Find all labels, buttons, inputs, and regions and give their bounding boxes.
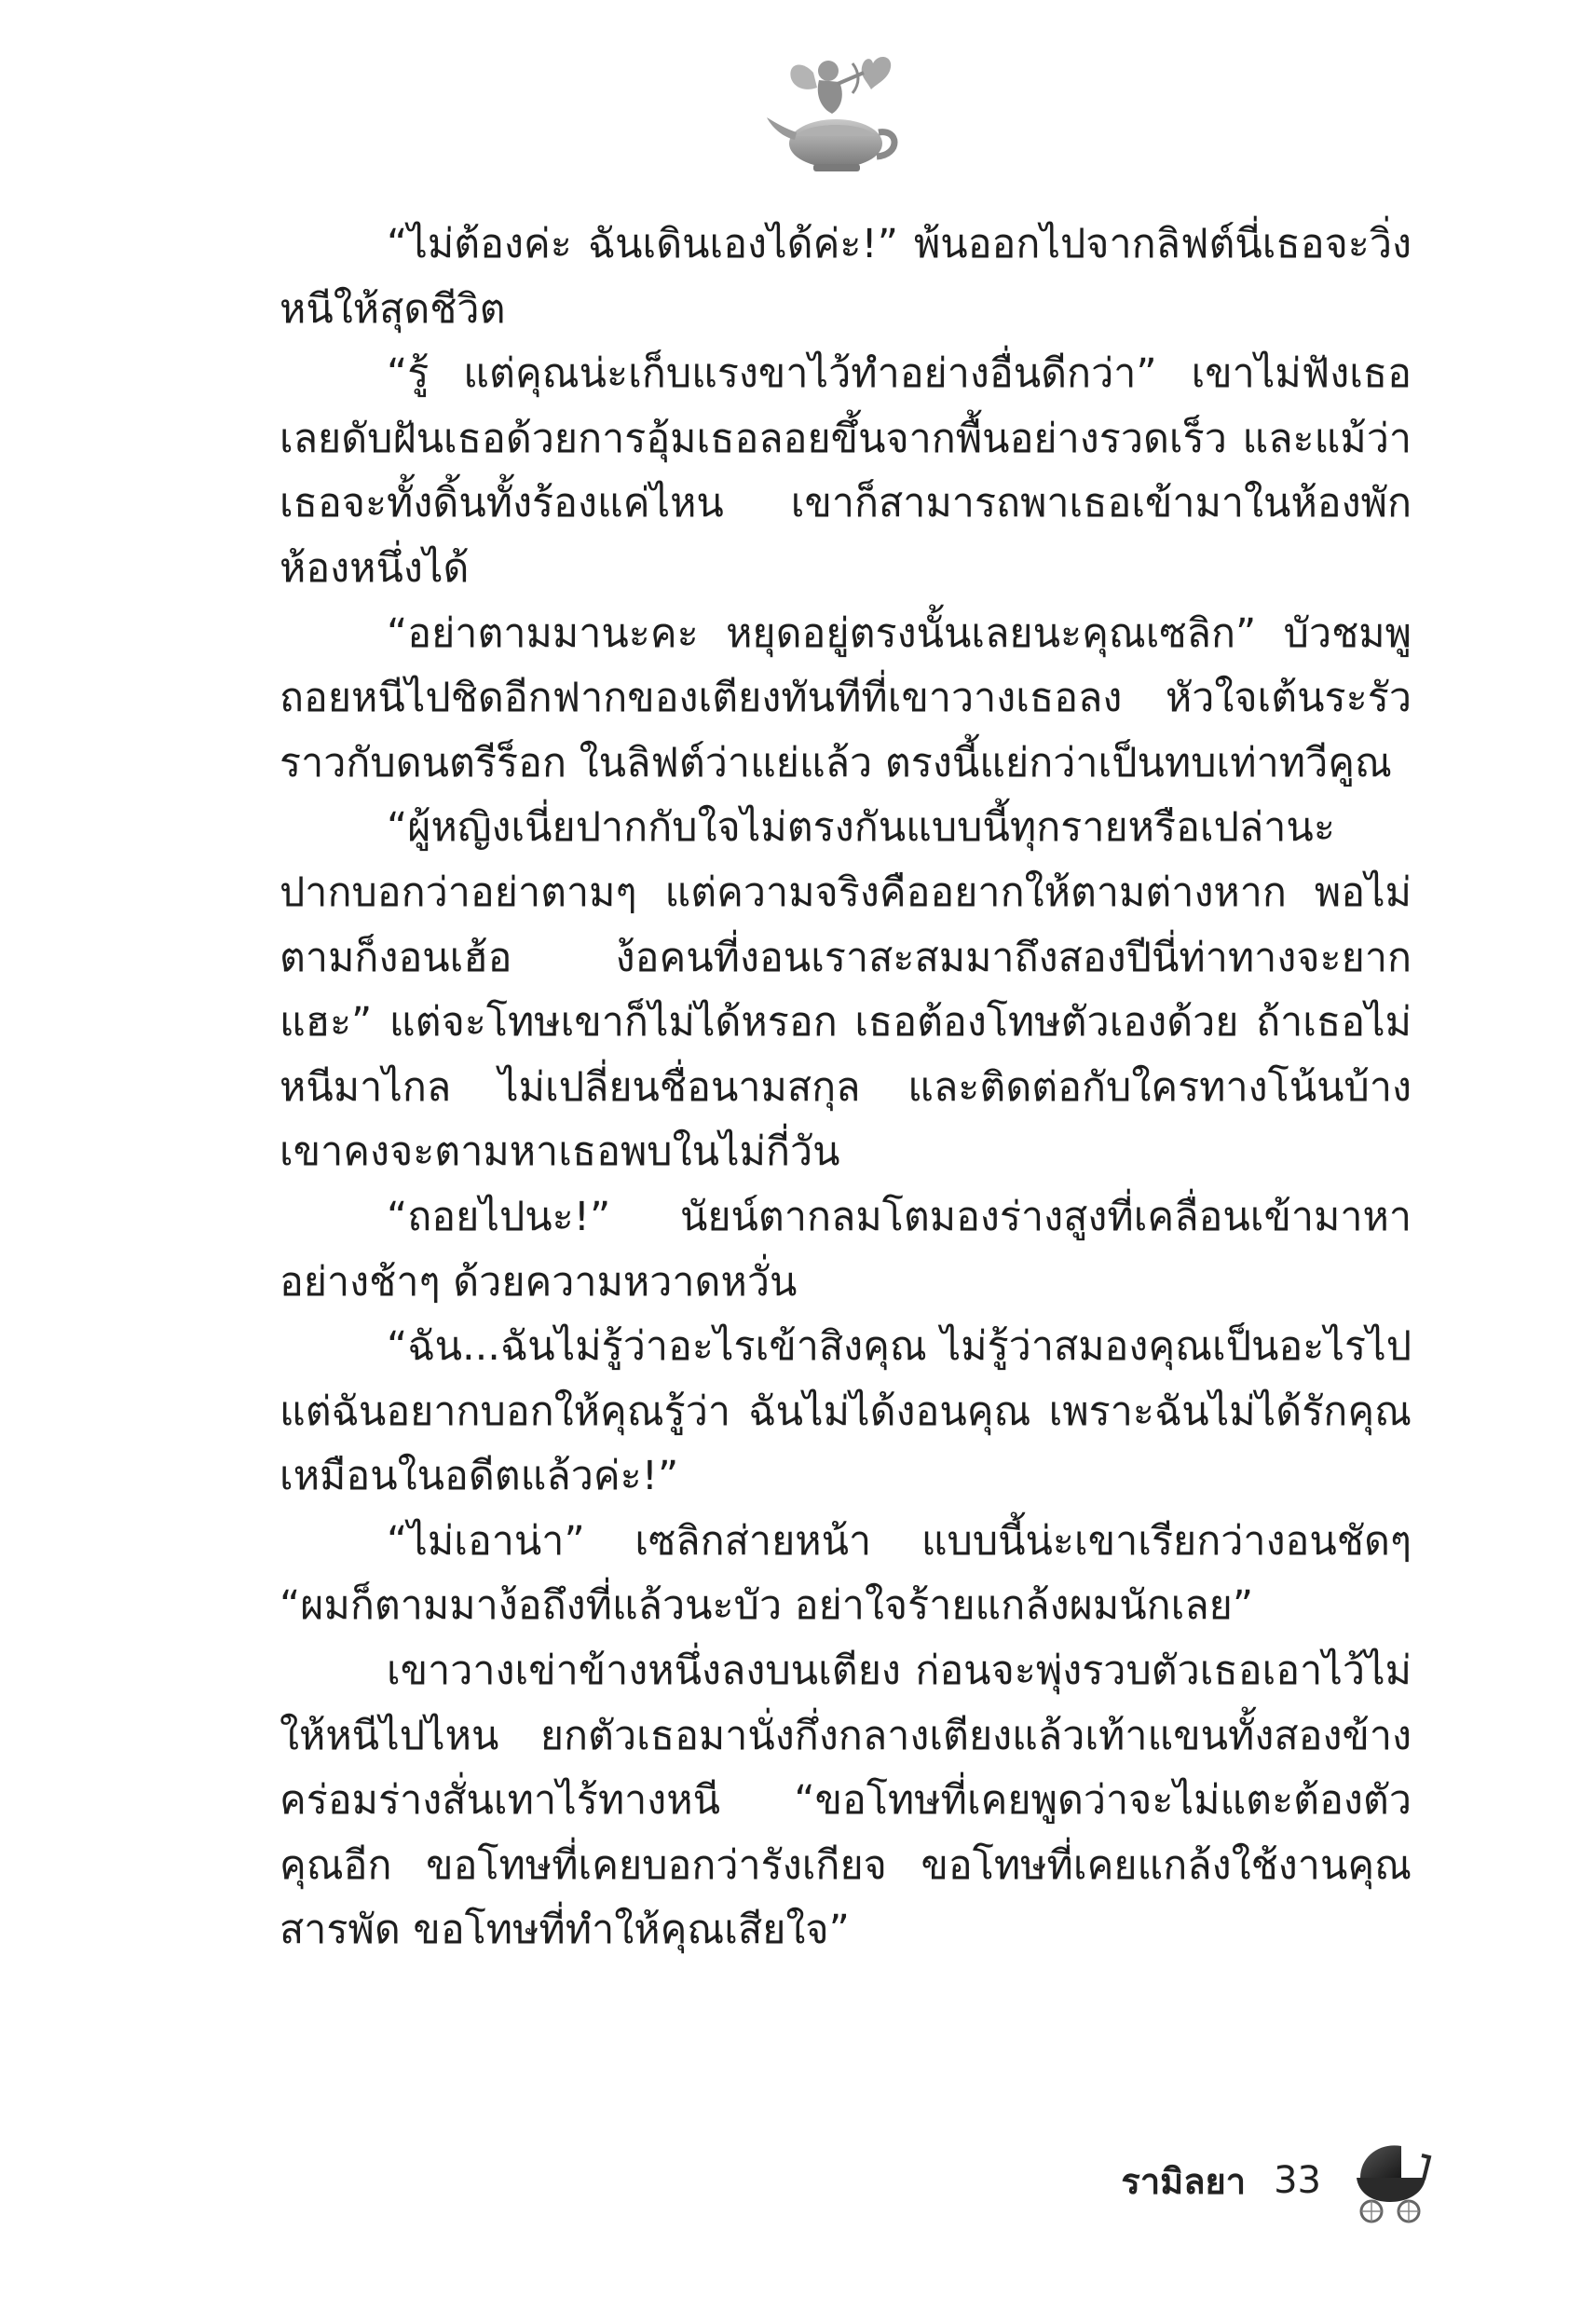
- page-footer: [1121, 2134, 1433, 2227]
- paragraph: “รู้ แต่คุณน่ะเก็บแรงขาไว้ทำอย่างอื่นดีกว่า” เขาไม่ฟังเธอเลยดับฝันเธอด้วยการอุ้มเธอลอยขึ้นจากพื้นอย่างรวดเร็ว และแม้ว่าเธอจะทั้งดิ้นทั้งร้องแค่ไหน เขาก็สามารถพาเธอเข้ามาในห้องพักห้องหนึ่งได้: [280, 350, 1412, 592]
- paragraph: เขาวางเข่าข้างหนึ่งลงบนเตียง ก่อนจะพุ่งรวบตัวเธอเอาไว้ไม่ให้หนีไปไหน ยกตัวเธอมานั่งกึ่งกลางเตียงแล้วเท้าแขนทั้งสองข้างคร่อมร่างสั่นเทาไร้ทางหนี “ขอโทษที่เคยพูดว่าจะไม่แตะต้องตัวคุณอีก ขอโทษที่เคยบอกว่ารังเกียจ ขอโทษที่เคยแกล้งใช้งานคุณสารพัด ขอโทษที่ทำให้คุณเสียใจ”: [280, 1648, 1412, 1954]
- paragraph: “ผู้หญิงเนี่ยปากกับใจไม่ตรงกันแบบนี้ทุกรายหรือเปล่านะ ปากบอกว่าอย่าตามๆ แต่ความจริงคืออยากให้ตามต่างหาก พอไม่ตามก็งอนเฮ้อ ง้อคนที่งอนเราสะสมมาถึงสองปีนี่ท่าทางจะยากแฮะ” แต่จะโทษเขาก็ไม่ได้หรอก เธอต้องโทษตัวเองด้วย ถ้าเธอไม่หนีมาไกล ไม่เปลี่ยนชื่อนามสกุล และติดต่อกับใครทางโน้นบ้าง เขาคงจะตามหาเธอพบในไม่กี่วัน: [280, 804, 1412, 1176]
- paragraph: “อย่าตามมานะคะ หยุดอยู่ตรงนั้นเลยนะคุณเซลิก” บัวชมพูถอยหนีไปชิดอีกฟากของเตียงทันทีที่เขาวางเธอลง หัวใจเต้นระรัวราวกับดนตรีร็อก ในลิฟต์ว่าแย่แล้ว ตรงนี้แย่กว่าเป็นทบเท่าทวีคูณ: [280, 609, 1412, 786]
- paragraph: “ถอยไปนะ!” นัยน์ตากลมโตมองร่างสูงที่เคลื่อนเข้ามาหาอย่างช้าๆ ด้วยความหวาดหวั่น: [280, 1193, 1412, 1306]
- paragraph: “ไม่ต้องค่ะ ฉันเดินเองได้ค่ะ!” พ้นออกไปจากลิฟต์นี่เธอจะวิ่งหนีให้สุดชีวิต: [280, 221, 1412, 333]
- book-title: รามิลยา: [1121, 2160, 1247, 2202]
- baby-carriage-icon: [1347, 2137, 1433, 2225]
- page-number: 33: [1274, 2159, 1321, 2202]
- body-text: [280, 212, 1412, 1963]
- cupid-teapot-icon: [759, 47, 913, 186]
- paragraph: “ไม่เอาน่า” เซลิกส่ายหน้า แบบนี้น่ะเขาเรียกว่างอนชัดๆ “ผมก็ตามมาง้อถึงที่แล้วนะบัว อย่าใจร้ายแกล้งผมนักเลย”: [280, 1517, 1412, 1630]
- paragraph: “ฉัน...ฉันไม่รู้ว่าอะไรเข้าสิงคุณ ไม่รู้ว่าสมองคุณเป็นอะไรไป แต่ฉันอยากบอกให้คุณรู้ว่า ฉันไม่ได้งอนคุณ เพราะฉันไม่ได้รักคุณเหมือนในอดีตแล้วค่ะ!”: [280, 1323, 1412, 1500]
